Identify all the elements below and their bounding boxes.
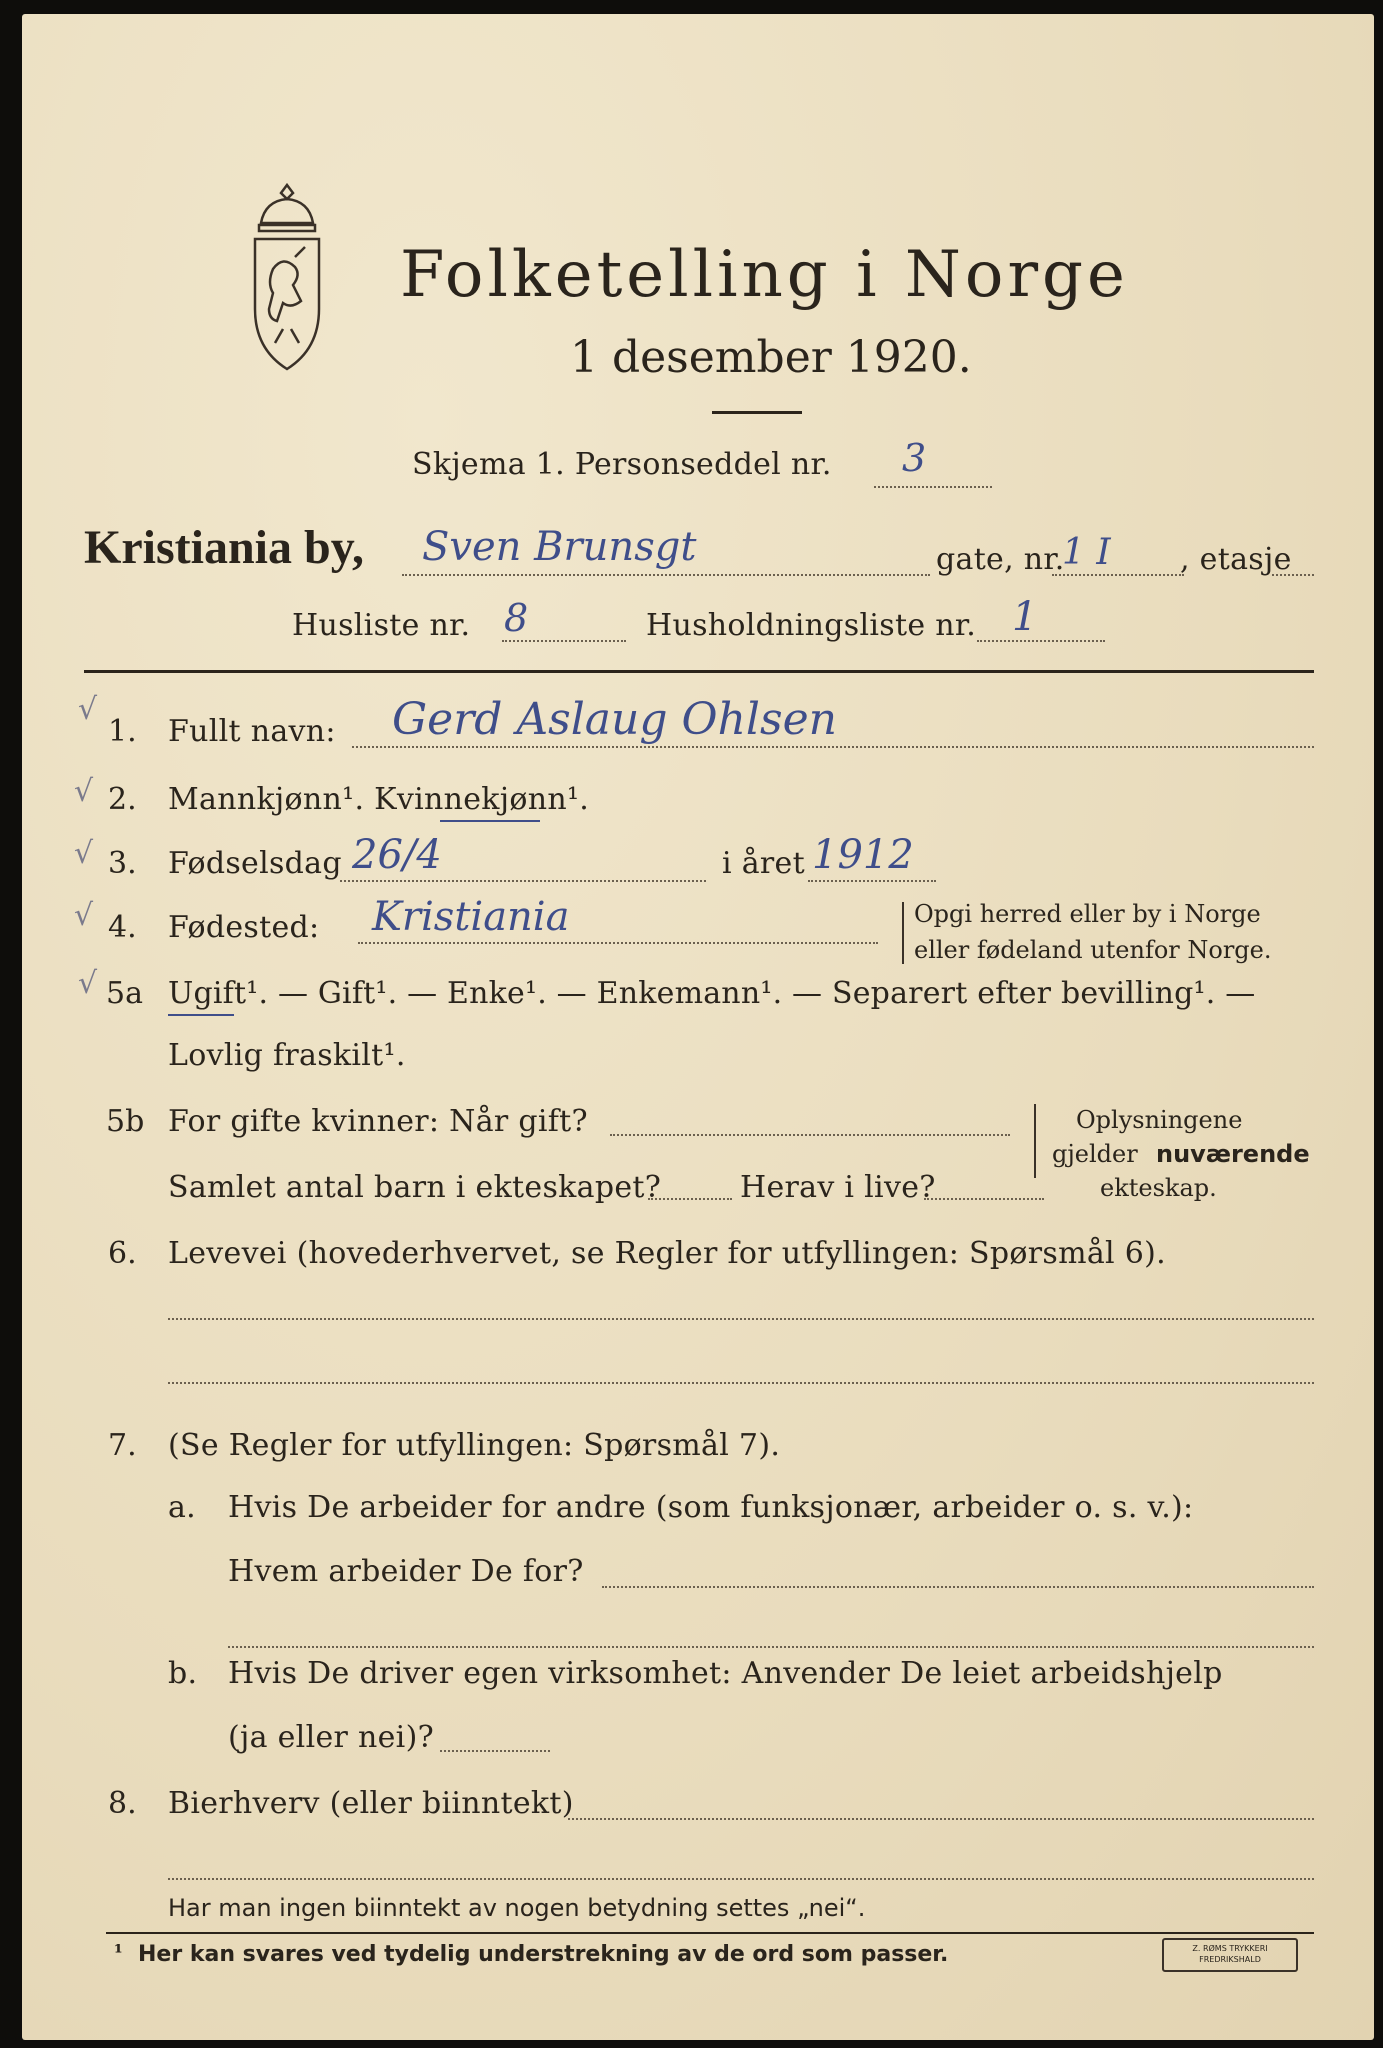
birth-year-value: 1912 (812, 832, 914, 878)
birthday-field (340, 880, 706, 882)
header-divider (84, 670, 1314, 673)
children-label: Samlet antal barn i ekteskapet? (168, 1170, 662, 1205)
birthplace-note-2: eller fødeland utenfor Norge. (914, 936, 1272, 964)
marital-underline (168, 1014, 234, 1016)
birth-year-label: i året (722, 846, 805, 881)
census-date: 1 desember 1920. (570, 332, 972, 383)
marriage-note-bracket (1034, 1104, 1036, 1178)
side-income-field (568, 1818, 1314, 1820)
husliste-field (502, 640, 626, 642)
q5b-number: 5b (106, 1104, 145, 1139)
children-alive-label: Herav i live? (740, 1170, 936, 1205)
q1-number: 1. (108, 714, 137, 749)
birthplace-note-bracket (902, 902, 904, 964)
when-married-label: For gifte kvinner: Når gift? (168, 1104, 588, 1139)
birthplace-value: Kristiania (372, 894, 570, 940)
hired-help-field (440, 1750, 550, 1752)
printer-stamp (1162, 1938, 1298, 1972)
husliste-value: 8 (504, 596, 529, 640)
q7b-letter: b. (168, 1656, 198, 1691)
occupation-label: Levevei (hovederhvervet, se Regler for utfyllingen: Spørsmål 6). (168, 1236, 1166, 1271)
q2-number: 2. (108, 782, 137, 817)
marital-options: Ugift¹. — Gift¹. — Enke¹. — Enkemann¹. — Separert efter bevilling¹. — (168, 976, 1256, 1011)
side-income-note: Har man ingen biinntekt av nogen betydning settes „nei“. (168, 1894, 866, 1922)
husholdning-value: 1 (1012, 594, 1038, 640)
q4-number: 4. (108, 910, 137, 945)
check-mark-icon: √ (74, 836, 94, 871)
q6-number: 6. (108, 1236, 137, 1271)
marital-options-cont: Lovlig fraskilt¹. (168, 1038, 406, 1073)
side-income-field-2 (168, 1878, 1314, 1880)
check-mark-icon: √ (78, 692, 98, 727)
house-number-value: 1 I (1062, 532, 1111, 573)
birthday-label: Fødselsdag (168, 846, 342, 881)
birthplace-field (358, 942, 878, 944)
floor-label: , etasje (1180, 542, 1292, 577)
census-form (22, 14, 1374, 2040)
gate-label: gate, nr. (936, 542, 1065, 577)
q1-label: Fullt navn: (168, 714, 336, 749)
check-mark-icon: √ (74, 774, 94, 809)
husliste-label: Husliste nr. (292, 608, 471, 643)
footnote-mark: ¹ (114, 1940, 123, 1964)
marriage-note-1: Oplysningene (1076, 1106, 1243, 1134)
check-mark-icon: √ (74, 898, 94, 933)
q5a-number: 5a (106, 976, 143, 1011)
full-name-value: Gerd Aslaug Ohlsen (392, 694, 837, 745)
q7a-text: Hvis De arbeider for andre (som funksjonær, arbeider o. s. v.): (228, 1490, 1194, 1525)
footnote: Her kan svares ved tydelig understrekning av de ord som passer. (138, 1942, 949, 1967)
q7-label: (Se Regler for utfyllingen: Spørsmål 7). (168, 1428, 781, 1463)
husholdning-label: Husholdningsliste nr. (646, 608, 977, 643)
children-alive-field (924, 1198, 1044, 1200)
birthplace-note-1: Opgi herred eller by i Norge (914, 900, 1261, 928)
city-label: Kristiania by, (84, 521, 365, 574)
occupation-field-2 (168, 1382, 1314, 1384)
marriage-note-2a: gjelder (1052, 1140, 1138, 1168)
hired-help-label: (ja eller nei)? (228, 1720, 434, 1755)
norwegian-coat-of-arms-icon (237, 179, 337, 394)
employer-label: Hvem arbeider De for? (228, 1554, 584, 1589)
birthday-value: 26/4 (352, 832, 442, 878)
form-title: Folketelling i Norge (400, 238, 1129, 312)
q7b-text: Hvis De driver egen virksomhet: Anvender De leiet arbeidshjelp (228, 1656, 1223, 1691)
q3-number: 3. (108, 846, 137, 881)
footer-divider (106, 1932, 1314, 1934)
side-income-label: Bierhverv (eller biinntekt) (168, 1786, 574, 1821)
marriage-note-2b: nuværende (1156, 1140, 1310, 1168)
check-mark-icon: √ (78, 966, 98, 1001)
birth-year-field (808, 880, 936, 882)
when-married-field (610, 1134, 1010, 1136)
full-name-field (352, 746, 1314, 748)
husholdning-field (977, 640, 1105, 642)
house-number-field (1052, 574, 1184, 576)
gender-underline (440, 820, 540, 822)
title-divider (712, 411, 802, 414)
q7-number: 7. (108, 1428, 137, 1463)
marriage-note-3: ekteskap. (1100, 1174, 1217, 1202)
personseddel-number: 3 (902, 436, 927, 480)
street-value: Sven Brunsgt (422, 524, 697, 570)
floor-field (1272, 574, 1314, 576)
q7a-letter: a. (168, 1490, 197, 1525)
printer-stamp-text: Z. RØMS TRYKKERI FREDRIKSHALD (1192, 1944, 1268, 1964)
employer-field (602, 1586, 1314, 1588)
occupation-field-1 (168, 1318, 1314, 1320)
employer-field-2 (228, 1646, 1314, 1648)
children-field (648, 1198, 732, 1200)
birthplace-label: Fødested: (168, 910, 320, 945)
street-field (402, 574, 930, 576)
gender-options: Mannkjønn¹. Kvinnekjønn¹. (168, 782, 590, 817)
schema-label: Skjema 1. Personseddel nr. (412, 447, 832, 482)
q8-number: 8. (108, 1786, 137, 1821)
personseddel-field (874, 486, 992, 488)
